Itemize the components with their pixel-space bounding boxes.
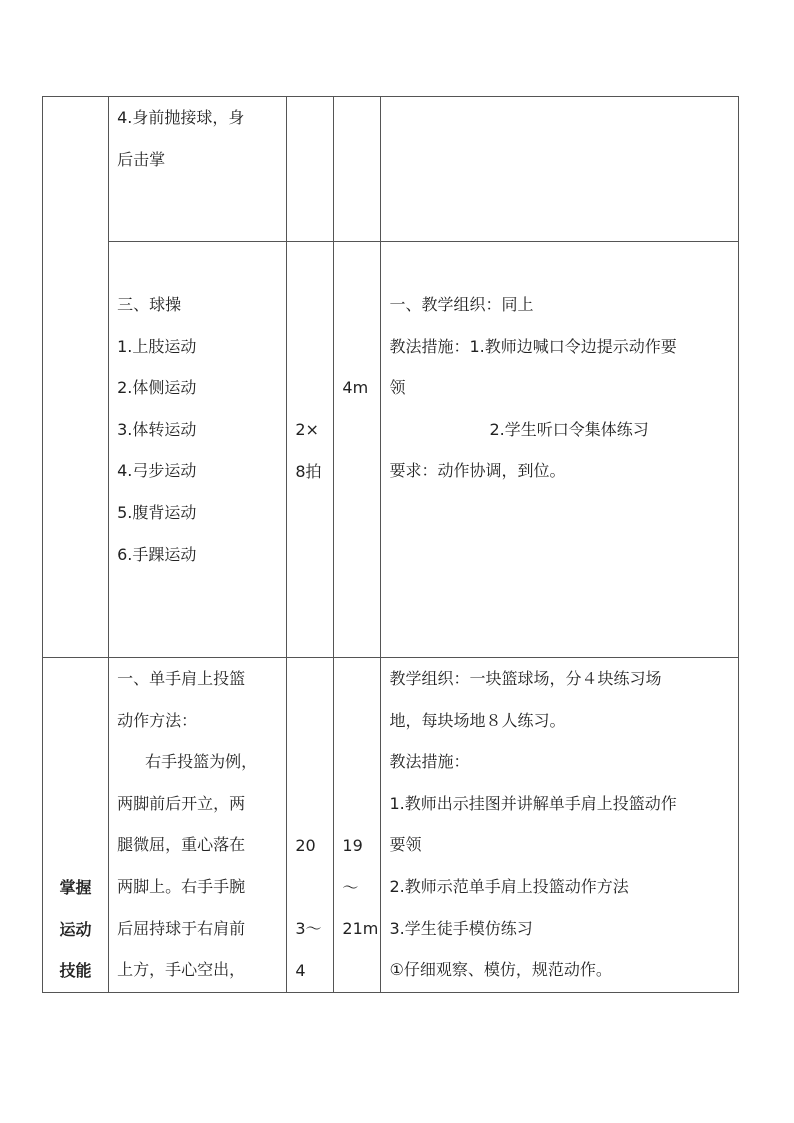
content-line: 4.身前抛接球，身 (117, 108, 245, 127)
content-line: 6.手踝运动 (117, 544, 197, 564)
organization-cell (381, 242, 739, 658)
content-cell (109, 97, 287, 242)
content-line: 5.腹背运动 (117, 502, 197, 522)
content-line: 后屈持球于右肩前 (117, 918, 246, 938)
count-line: 3～ (295, 919, 322, 939)
time-cell (334, 97, 381, 242)
time-value: 4m (342, 378, 369, 397)
time-line: ～ (342, 877, 359, 897)
organization-line: 教法措施：1.教师边喊口令边提示动作要 (389, 336, 677, 356)
organization-line: 2.教师示范单手肩上投篮动作方法 (389, 876, 629, 896)
organization-line: 领 (389, 378, 406, 398)
content-line: 两脚上。右手手腕 (117, 876, 246, 896)
content-line: 三、球操 (117, 295, 182, 314)
organization-line: 一、教学组织：同上 (389, 295, 534, 314)
count-line: 8拍 (295, 461, 322, 481)
content-line: 动作方法： (117, 710, 198, 730)
time-line: 21m (342, 919, 379, 939)
count-cell (287, 97, 334, 242)
count-line: 4 (295, 960, 306, 980)
content-cell (109, 242, 287, 658)
content-cell (109, 658, 287, 993)
section-label: 技能 (59, 961, 92, 981)
organization-line: 要领 (389, 835, 422, 855)
content-line: 一、单手肩上投篮 (117, 669, 246, 688)
count-line: 2× (295, 420, 319, 439)
time-line: 19 (342, 836, 363, 855)
table-row (43, 242, 739, 658)
organization-cell (381, 97, 739, 242)
organization-line: 3.学生徒手模仿练习 (389, 918, 533, 938)
organization-line: 2.学生听口令集体练习 (489, 419, 649, 439)
time-cell (334, 658, 381, 993)
organization-line: 1.教师出示挂图并讲解单手肩上投篮动作 (389, 793, 677, 813)
count-cell (287, 242, 334, 658)
section-label: 掌握 (59, 878, 92, 898)
time-cell (334, 242, 381, 658)
organization-line: 教学组织：一块篮球场，分４块练习场 (389, 669, 662, 688)
count-cell (287, 658, 334, 993)
lesson-plan-table (42, 96, 739, 993)
table-row (43, 97, 739, 242)
content-line: 上方，手心空出， (117, 960, 246, 980)
section-cell-empty (43, 97, 109, 658)
count-line: 20 (295, 836, 316, 855)
section-label: 运动 (59, 919, 92, 939)
content-line: 腿微屈，重心落在 (117, 835, 246, 855)
content-line: 3.体转运动 (117, 419, 197, 439)
organization-line: 要求：动作协调，到位。 (389, 461, 566, 481)
organization-line: 地，每块场地８人练习。 (389, 710, 566, 730)
content-line: 右手投篮为例， (145, 752, 258, 772)
content-line: 后击掌 (117, 149, 166, 169)
content-line: 2.体侧运动 (117, 378, 197, 398)
organization-cell (381, 658, 739, 993)
table-row (43, 658, 739, 993)
organization-line: 教法措施： (389, 752, 470, 772)
organization-line: ①仔细观察、模仿，规范动作。 (389, 960, 612, 980)
content-line: 1.上肢运动 (117, 336, 197, 356)
content-line: 两脚前后开立，两 (117, 793, 246, 813)
section-cell (43, 658, 109, 993)
content-line: 4.弓步运动 (117, 461, 197, 481)
